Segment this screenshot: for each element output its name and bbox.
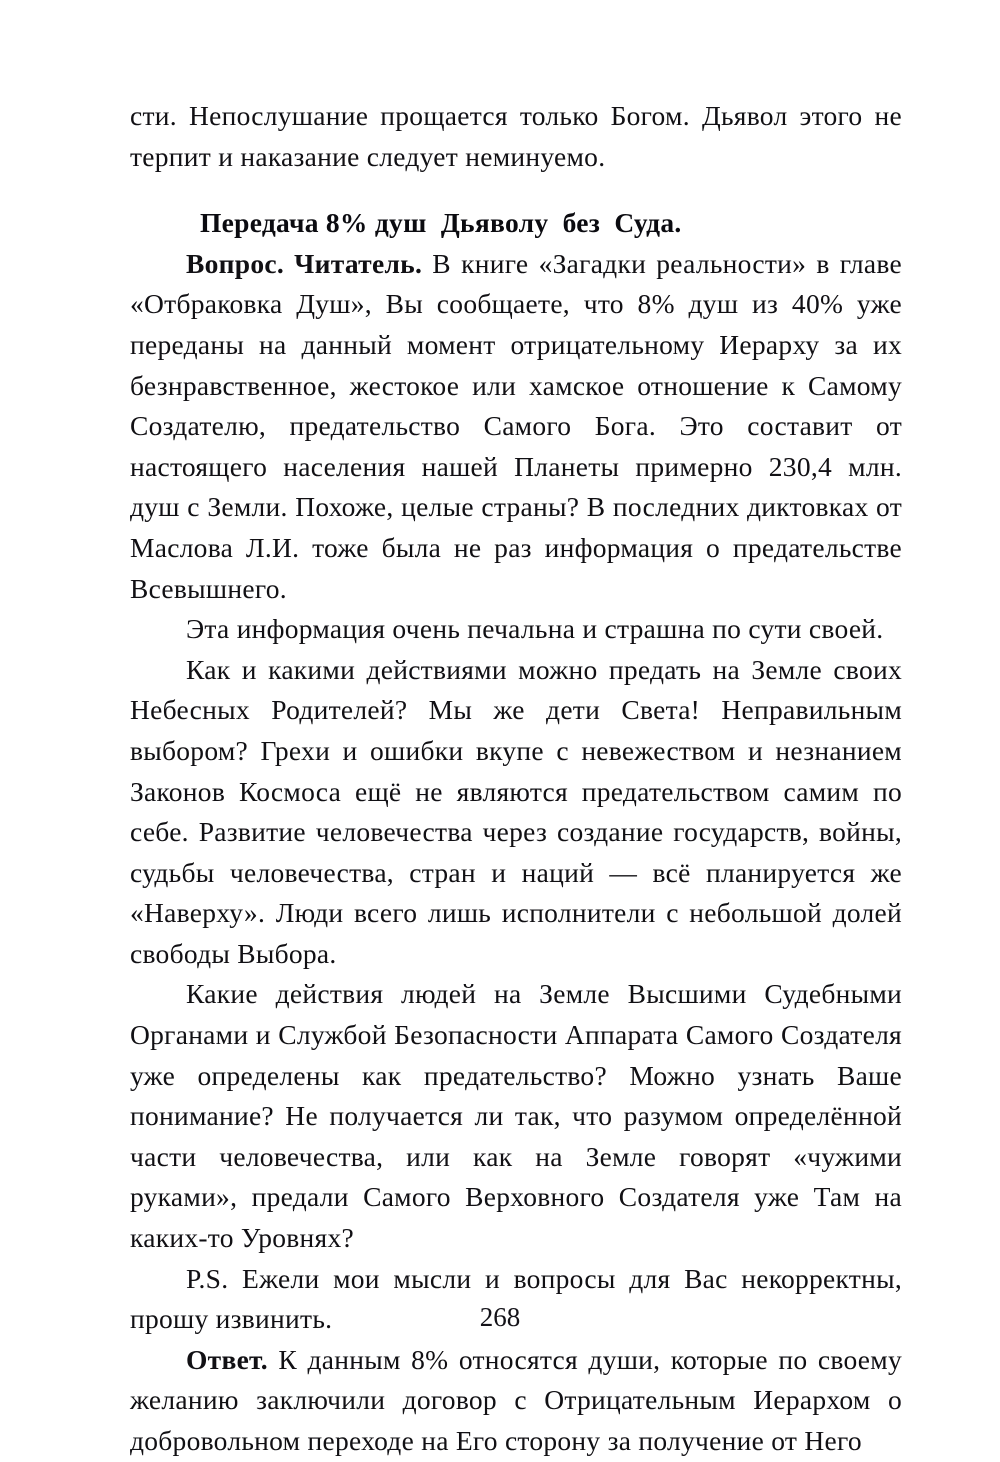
paragraph-3: Как и какими действиями можно предать на Земле своих Небесных Родителей? Мы же дети Света! Неправильным выбором? Грехи и ошибки вкупе с невежеством и незнанием Законов Космоса ещё не являются предательством самим по себе. Развитие человечества через создание государств, войны, судьбы человечества, стран и наций — всё планируется же «Наверху». Люди всего лишь исполнители с небольшой долей свободы Выбора. xyxy=(130,653,902,969)
paragraph-continuation: сти. Непослушание прощается только Богом. Дьявол этого не терпит и наказание следует неминуемо. xyxy=(130,100,902,172)
paragraph-4: Какие действия людей на Земле Высшими Судебными Органами и Службой Безопасности Аппарата Самого Создателя уже определены как предательство? Можно узнать Ваше понимание? Не получается ли так, что разумом определённой части человечества, или как на Земле говорят «чужими руками», предали Самого Верховного Создателя уже Там на каких-то Уровнях? xyxy=(130,978,902,1254)
paragraph-2: Эта информация очень печальна и страшна по сути своей. xyxy=(186,613,884,645)
heading-spacer-above xyxy=(130,177,902,203)
page-number: 268 xyxy=(479,1302,521,1332)
paragraph-5-postscript: P.S. Ежели мои мысли и вопросы для Вас некорректны, прошу извинить. xyxy=(130,1262,902,1335)
answer-lead-label: Ответ. xyxy=(186,1343,268,1375)
answer-paragraph xyxy=(130,1340,902,1462)
section-heading: Передача 8% душ Дьяволу без Суда. xyxy=(200,207,682,239)
text-column xyxy=(130,96,902,1462)
question-lead-label: Вопрос. Читатель. xyxy=(186,247,423,279)
answer-body-text: К данным 8% относятся души, которые по своему желанию заключили договор с Отрицательным Иерархом о добровольном переходе на Его сторону за получение от Него xyxy=(130,1343,902,1456)
question-paragraph xyxy=(130,244,902,609)
question-body-text: В книге «Загадки реальности» в главе «Отбраковка Душ», Вы сообщаете, что 8% душ из 40% уже переданы на данный момент отрицательному Иерарху за их безнравственное, жестокое или хамское отношение к Самому Создателю, предательство Самого Бога. Это составит от настоящего населения нашей Планеты примерно 230,4 млн. душ с Земли. Похоже, целые страны? В последних диктовках от Маслова Л.И. тоже была не раз информация о предательстве Всевышнего. xyxy=(130,247,902,604)
